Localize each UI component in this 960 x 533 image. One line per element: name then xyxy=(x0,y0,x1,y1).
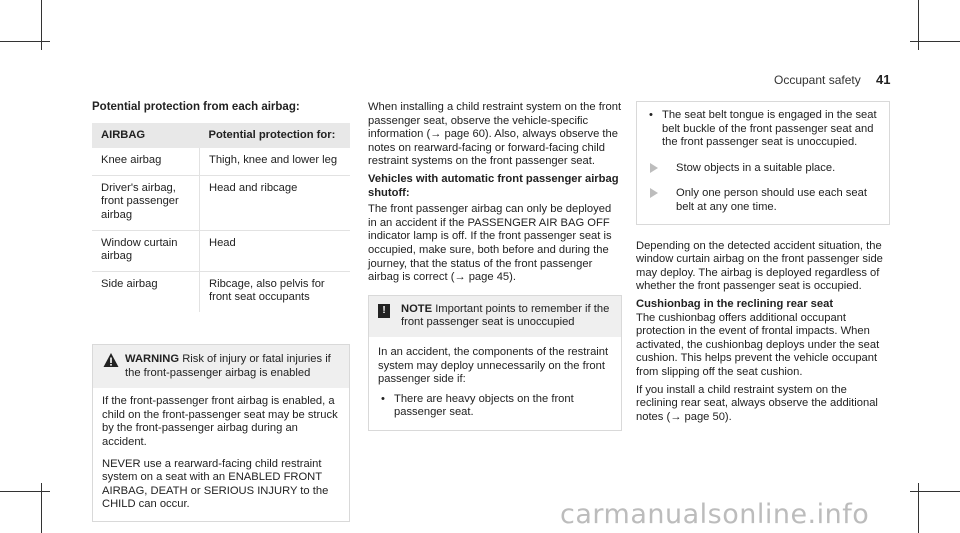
action-step-text: Only one person should use each seat belt at any one time. xyxy=(676,187,867,213)
warning-header xyxy=(93,345,349,388)
table-header: Potential protection for: xyxy=(200,123,351,149)
note-headline: Important points to remember if the front passenger seat is unoccupied xyxy=(401,302,610,329)
running-header: Occupant safety xyxy=(774,73,861,87)
page-number: 41 xyxy=(876,72,891,87)
note-label: NOTE xyxy=(401,302,433,315)
column-3 xyxy=(636,101,890,424)
table-cell: Side airbag xyxy=(92,271,200,312)
bullet-icon: • xyxy=(649,109,653,121)
table-cell: Window curtain airbag xyxy=(92,230,200,271)
table-header-row xyxy=(92,123,350,149)
table-row xyxy=(92,230,350,271)
section-title: Potential protection from each airbag: xyxy=(92,101,300,113)
bullet-icon: • xyxy=(381,392,385,405)
warning-headline: Risk of injury or fatal injuries if the front-passenger airbag is enabled xyxy=(125,352,331,379)
table-cell: Thigh, knee and lower leg xyxy=(200,148,351,175)
warning-label: WARNING xyxy=(125,352,180,365)
table-row xyxy=(92,148,350,175)
note-box xyxy=(368,295,622,431)
subsection-title: Cushionbag in the reclining rear seat xyxy=(636,297,834,310)
body-paragraph: If you install a child restraint system on the reclining rear seat, always observe the additional notes (→ page 50). xyxy=(636,383,878,423)
subsection-title: Vehicles with automatic front passenger airbag shutoff: xyxy=(368,172,619,199)
list-item-text: The seat belt tongue is engaged in the seat belt buckle of the front passenger seat and the front passenger seat is unoccupied. xyxy=(662,109,877,149)
watermark: carmanualsonline.info xyxy=(560,499,870,530)
warning-body xyxy=(93,388,349,521)
table-cell: Head and ribcage xyxy=(200,175,351,230)
note-box-continued xyxy=(636,101,890,225)
intro-paragraph: When installing a child restraint system on the front passenger seat, observe the vehicle-specific information (→ page 60). Also, always observe the notes on rearward-facing or forward-facing child restraint systems on the front passenger seat. xyxy=(368,101,622,168)
airbag-table xyxy=(92,123,350,312)
list-item-text: There are heavy objects on the front passenger seat. xyxy=(394,392,574,419)
action-step xyxy=(646,187,880,214)
action-arrow-icon xyxy=(650,188,658,198)
table-cell: Driver's airbag, front passenger airbag xyxy=(92,175,200,230)
warning-triangle-icon xyxy=(103,352,119,368)
action-step xyxy=(646,162,880,176)
table-row xyxy=(92,175,350,230)
warning-paragraph: NEVER use a rearward-facing child restraint system on a seat with an ENABLED FRONT AIRBAG, DEATH or SERIOUS INJURY to the CHILD can occur. xyxy=(102,457,329,511)
info-icon: ! xyxy=(378,304,390,318)
table-cell: Ribcage, also pelvis for front seat occupants xyxy=(209,277,325,304)
list-item xyxy=(646,109,880,150)
note-header xyxy=(369,296,621,337)
note-body xyxy=(369,337,621,430)
list-item xyxy=(378,393,612,420)
table-header: AIRBAG xyxy=(92,123,200,149)
column-1 xyxy=(92,101,350,522)
body-paragraph: The cushionbag offers additional occupant protection in the event of frontal impacts. When activated, the cushionbag deploys under the seat cushion. This helps prevent the vehicle occupant from slipping off the seat cushion. xyxy=(636,311,880,378)
action-step-text: Stow objects in a suitable place. xyxy=(676,161,836,174)
table-cell: Knee airbag xyxy=(92,148,200,175)
body-paragraph: The front passenger airbag can only be deployed in an accident if the PASSENGER AIR BAG OFF indicator lamp is off. If the front passenger seat is occupied, make sure, both before and during the journey, that the status of the front passenger airbag is correct (→ page 45). xyxy=(368,203,612,284)
column-2 xyxy=(368,101,622,431)
note-paragraph: In an accident, the components of the restraint system may deploy unnecessarily on the front passenger side if: xyxy=(378,345,609,386)
warning-box xyxy=(92,344,350,522)
table-row xyxy=(92,271,350,312)
warning-paragraph: If the front-passenger front airbag is enabled, a child on the front-passenger seat may be struck by the front-passenger airbag during an accident. xyxy=(102,395,338,448)
table-cell: Head xyxy=(200,230,351,271)
action-arrow-icon xyxy=(650,163,658,173)
body-paragraph: Depending on the detected accident situation, the window curtain airbag on the front passenger side may deploy. The airbag is deployed regardless of whether the front passenger seat is occupied. xyxy=(636,239,883,293)
